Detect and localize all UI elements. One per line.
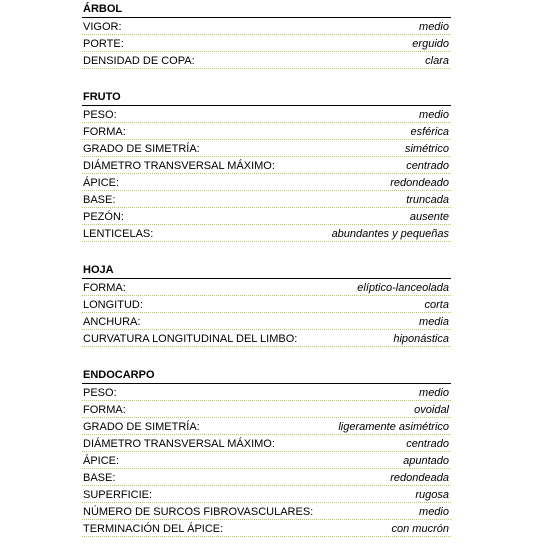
table-row <box>82 435 451 452</box>
table-row <box>82 520 451 537</box>
row-label: DIÁMETRO TRANSVERSAL MÁXIMO: <box>83 438 275 450</box>
table-row <box>82 503 451 520</box>
row-value: centrado <box>406 160 449 172</box>
row-value: rugosa <box>415 489 449 501</box>
row-value: clara <box>425 55 449 67</box>
row-label: SUPERFICIE: <box>83 489 153 501</box>
row-label: DIÁMETRO TRANSVERSAL MÁXIMO: <box>83 160 275 172</box>
table-row <box>82 140 451 157</box>
row-value: hiponástica <box>393 333 449 345</box>
table-row <box>82 35 451 52</box>
table-row <box>82 52 451 69</box>
table-row <box>82 157 451 174</box>
row-label: GRADO DE SIMETRÍA: <box>83 421 200 433</box>
row-label: FORMA: <box>83 404 126 416</box>
row-value: medio <box>419 506 449 518</box>
row-value: ligeramente asimétrico <box>338 421 449 433</box>
table-row <box>82 330 451 347</box>
row-value: media <box>419 316 449 328</box>
row-label: PESO: <box>83 387 117 399</box>
section-title: ENDOCARPO <box>82 369 451 384</box>
table-row <box>82 106 451 123</box>
row-label: DENSIDAD DE COPA: <box>83 55 195 67</box>
table-row <box>82 191 451 208</box>
row-value: medio <box>419 109 449 121</box>
table-row <box>82 208 451 225</box>
table-row <box>82 174 451 191</box>
table-row <box>82 18 451 35</box>
section-arbol <box>82 3 451 69</box>
row-label: PORTE: <box>83 38 124 50</box>
row-label: PEZÓN: <box>83 211 124 223</box>
row-label: LENTICELAS: <box>83 228 154 240</box>
table-row <box>82 418 451 435</box>
table-row <box>82 384 451 401</box>
row-label: VIGOR: <box>83 21 122 33</box>
section-title: ÁRBOL <box>82 3 451 18</box>
row-value: medio <box>419 21 449 33</box>
row-value: erguido <box>412 38 449 50</box>
table-row <box>82 452 451 469</box>
row-label: GRADO DE SIMETRÍA: <box>83 143 200 155</box>
table-row <box>82 279 451 296</box>
row-value: con mucrón <box>391 523 449 535</box>
row-value: ausente <box>409 211 449 223</box>
row-label: NÚMERO DE SURCOS FIBROVASCULARES: <box>83 506 314 518</box>
row-label: ÁPICE: <box>83 455 120 467</box>
section-fruto <box>82 91 451 242</box>
row-value: simétrico <box>404 143 449 155</box>
section-title: FRUTO <box>82 91 451 106</box>
characteristics-sheet <box>82 3 451 537</box>
row-value: centrado <box>406 438 449 450</box>
row-value: ovoidal <box>414 404 449 416</box>
table-row <box>82 225 451 242</box>
row-label: FORMA: <box>83 282 126 294</box>
row-value: apuntado <box>403 455 449 467</box>
section-endocarpo <box>82 369 451 537</box>
row-value: redondeado <box>390 177 449 189</box>
row-label: CURVATURA LONGITUDINAL DEL LIMBO: <box>83 333 298 345</box>
row-label: FORMA: <box>83 126 126 138</box>
row-label: PESO: <box>83 109 117 121</box>
row-value: abundantes y pequeñas <box>331 228 449 240</box>
table-row <box>82 486 451 503</box>
row-label: BASE: <box>83 472 116 484</box>
row-value: corta <box>424 299 449 311</box>
section-title: HOJA <box>82 264 451 279</box>
table-row <box>82 296 451 313</box>
row-value: truncada <box>406 194 449 206</box>
row-label: ÁPICE: <box>83 177 120 189</box>
row-label: BASE: <box>83 194 116 206</box>
row-value: elíptico-lanceolada <box>357 282 449 294</box>
table-row <box>82 313 451 330</box>
row-label: TERMINACIÓN DEL ÁPICE: <box>83 523 224 535</box>
section-hoja <box>82 264 451 347</box>
row-value: esférica <box>410 126 449 138</box>
row-label: ANCHURA: <box>83 316 141 328</box>
table-row <box>82 401 451 418</box>
table-row <box>82 123 451 140</box>
row-value: redondeada <box>390 472 449 484</box>
table-row <box>82 469 451 486</box>
row-label: LONGITUD: <box>83 299 143 311</box>
row-value: medio <box>419 387 449 399</box>
